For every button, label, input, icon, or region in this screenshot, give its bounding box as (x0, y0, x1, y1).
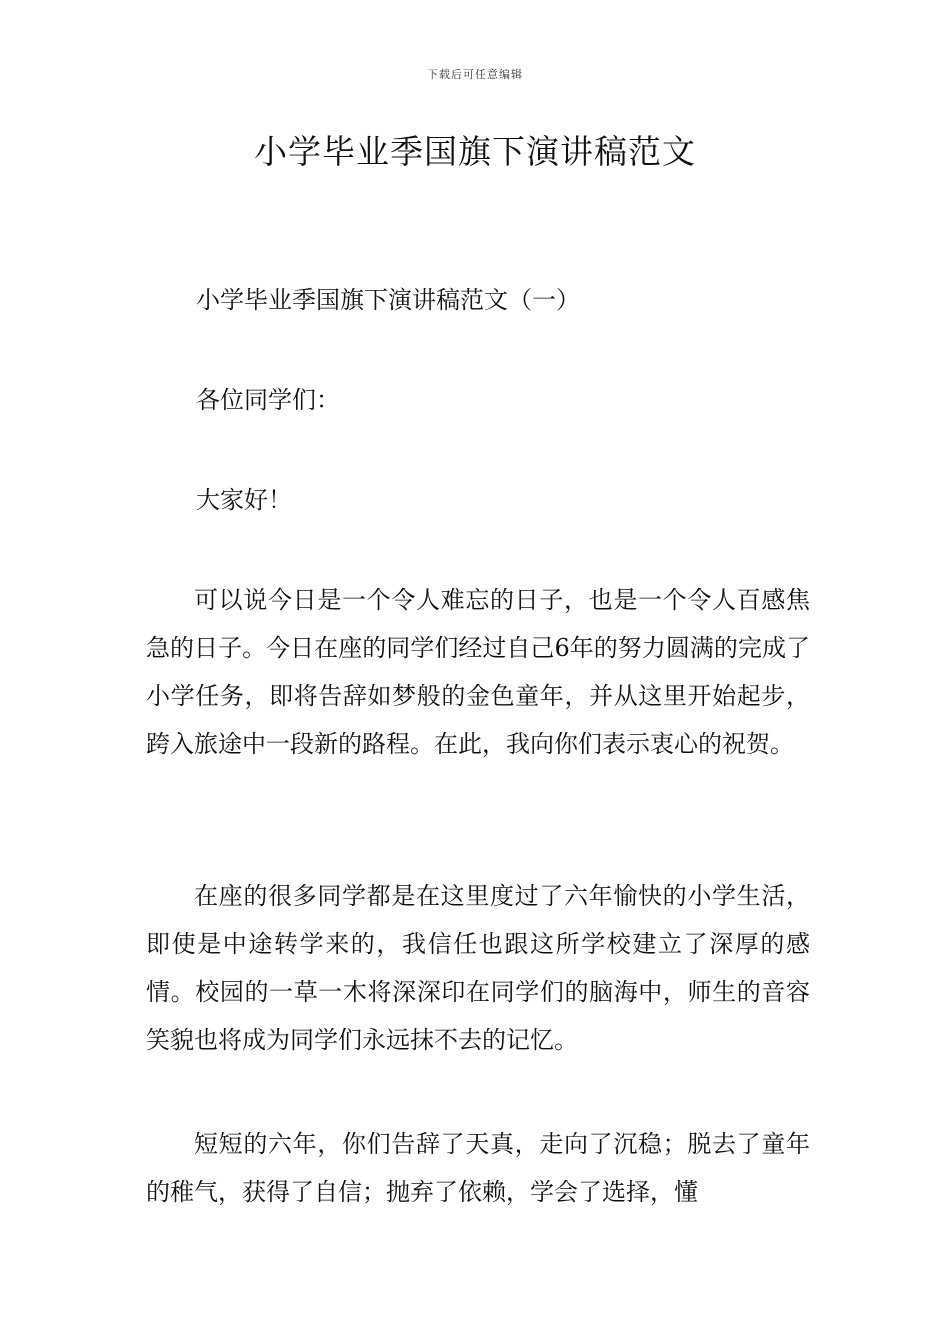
paragraph-3: 短短的六年，你们告辞了天真，走向了沉稳；脱去了童年的稚气，获得了自信；抛弃了依赖，学会了选择，懂 (146, 1130, 810, 1206)
paragraph-1: 可以说今日是一个令人难忘的日子，也是一个令人百感焦急的日子。今日在座的同学们经过自己6年的努力圆满的完成了小学任务，即将告辞如梦般的金色童年，并从这里开始起步，跨入旅途中一段新的路程。在此，我向你们表示衷心的祝贺。 (146, 586, 810, 758)
header-note: 下载后可任意编辑 (427, 68, 523, 81)
greeting: 大家好！ (196, 486, 292, 514)
section-heading: 小学毕业季国旗下演讲稿范文（一） (196, 286, 580, 314)
document-title: 小学毕业季国旗下演讲稿范文 (254, 132, 696, 171)
paragraph-2: 在座的很多同学都是在这里度过了六年愉快的小学生活，即使是中途转学来的，我信任也跟这所学校建立了深厚的感情。校园的一草一木将深深印在同学们的脑海中，师生的音容笑貌也将成为同学们永远抹不去的记忆。 (146, 882, 810, 1054)
salutation: 各位同学们： (196, 386, 340, 414)
